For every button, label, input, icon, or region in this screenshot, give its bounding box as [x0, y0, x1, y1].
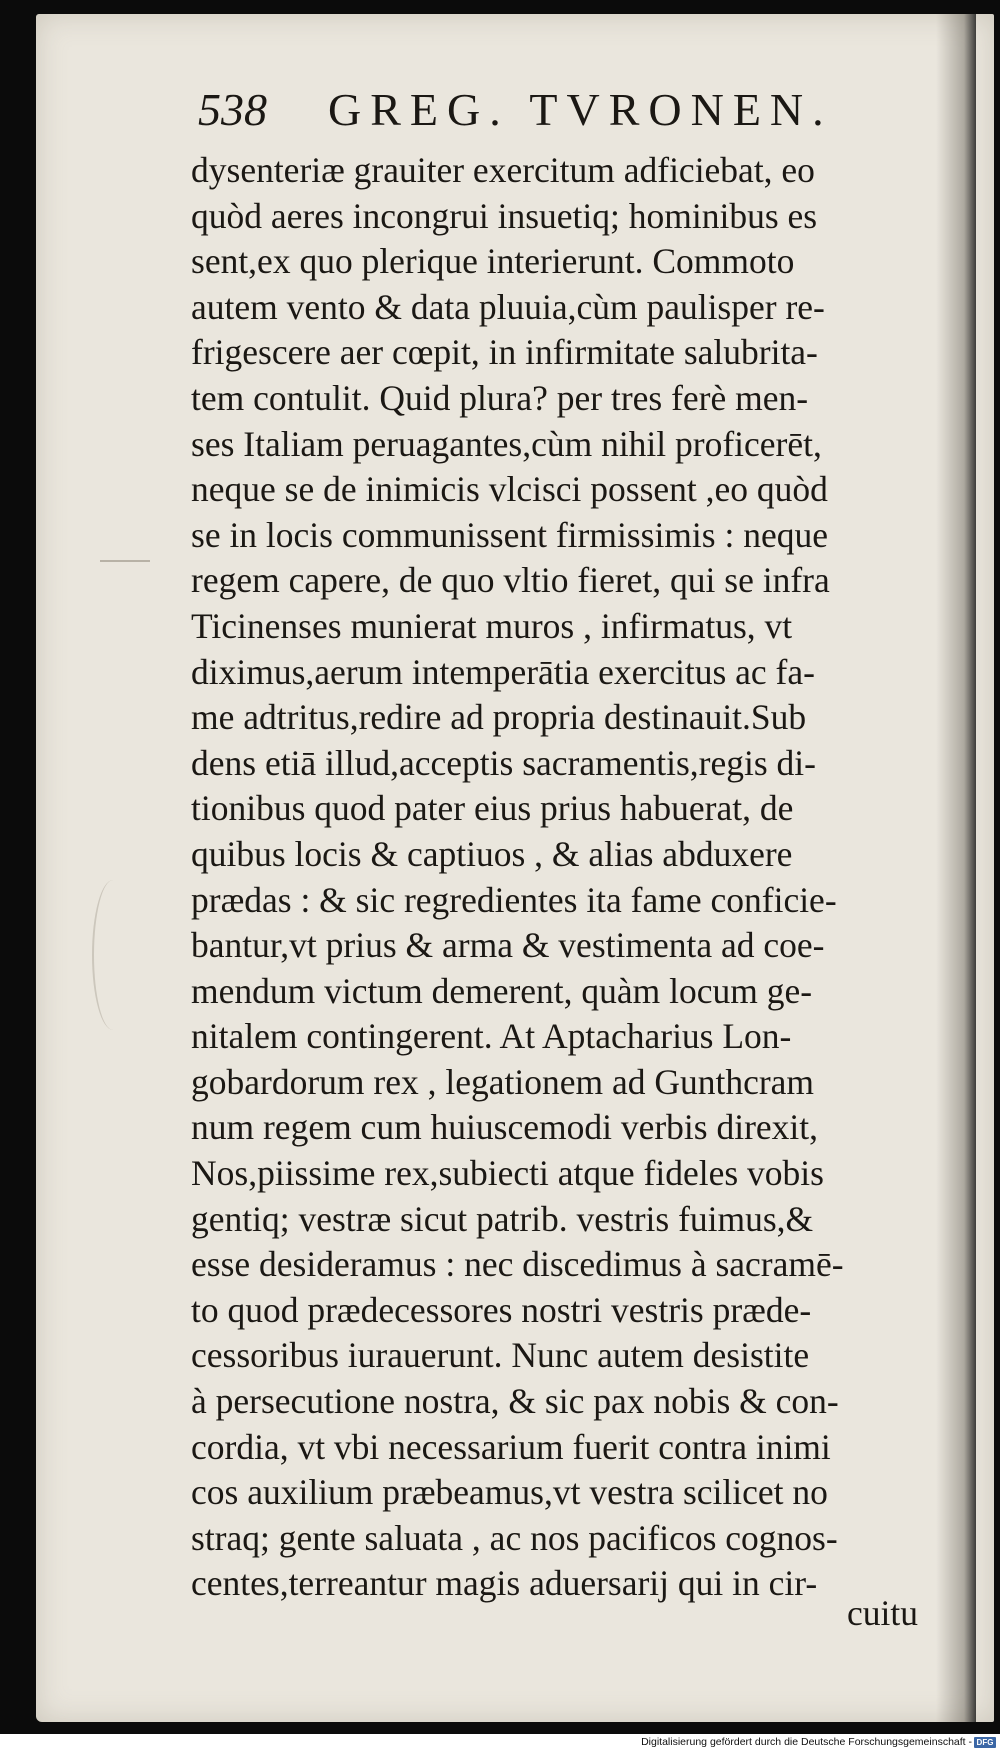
text-line: sent,ex quo plerique interierunt. Commoto: [191, 241, 795, 282]
text-line: straq; gente saluata , ac nos pacificos cognos-: [191, 1517, 838, 1558]
paper-mark: [100, 560, 150, 562]
text-line: quibus locis & captiuos , & alias abduxere: [191, 833, 793, 874]
text-line: cordia, vt vbi necessarium fuerit contra inimi: [191, 1426, 831, 1467]
paper-showthrough: [92, 880, 134, 1030]
page-number: 538: [198, 84, 267, 135]
text-line: gobardorum rex , legationem ad Gunthcram: [191, 1061, 815, 1102]
text-line: neque se de inimicis vlcisci possent ,eo quòd: [191, 469, 828, 510]
text-line: dens etiā illud,acceptis sacramentis,regis di-: [191, 742, 816, 783]
text-line: frigescere aer cœpit, in infirmitate salubrita-: [191, 332, 818, 373]
text-line: autem vento & data pluuia,cùm paulisper re-: [191, 286, 825, 327]
text-line: quòd aeres incongrui insuetiq; hominibus es: [191, 195, 818, 236]
text-line: mendum victum demerent, quàm locum ge-: [191, 970, 813, 1011]
digitization-credit: Digitalisierung gefördert durch die Deutsche Forschungsgemeinschaft -: [641, 1736, 972, 1748]
text-line: Nos,piissime rex,subiecti atque fideles vobis: [191, 1153, 824, 1194]
text-line: gentiq; vestræ sicut patrib. vestris fuimus,&: [191, 1198, 814, 1239]
text-line: me adtritus,redire ad propria destinauit.Sub: [191, 697, 807, 738]
text-line: regem capere, de quo vltio fieret, qui se infra: [191, 560, 830, 601]
text-line: esse desideramus : nec discedimus à sacramē-: [191, 1244, 844, 1285]
text-line: tem contulit. Quid plura? per tres ferè men-: [191, 377, 809, 418]
text-line: diximus,aerum intemperātia exercitus ac fa-: [191, 651, 815, 692]
text-line: to quod prædecessores nostri vestris præde-: [191, 1289, 812, 1330]
text-line: bantur,vt prius & arma & vestimenta ad coe-: [191, 925, 825, 966]
text-line: à persecutione nostra, & sic pax nobis & con-: [191, 1381, 839, 1422]
text-line: se in locis communissent firmissimis : neque: [191, 514, 828, 555]
text-line: nitalem contingerent. At Aptacharius Lon-: [191, 1016, 792, 1057]
text-line: prædas : & sic regredientes ita fame conficie-: [191, 879, 837, 920]
catchword: cuitu: [847, 1593, 918, 1633]
text-line: Ticinenses munierat muros , infirmatus, vt: [191, 605, 793, 646]
text-line: cos auxilium præbeamus,vt vestra scilicet no: [191, 1472, 828, 1513]
running-title: GREG. TVRONEN.: [328, 84, 833, 135]
text-line: num regem cum huiuscemodi verbis direxit,: [191, 1107, 819, 1148]
text-line: tionibus quod pater eius prius habuerat, de: [191, 788, 794, 829]
text-line: ses Italiam peruagantes,cùm nihil proficerēt,: [191, 423, 822, 464]
text-line: cessoribus iurauerunt. Nunc autem desistite: [191, 1335, 810, 1376]
text-line: centes,terreantur magis aduersarij qui in cir-: [191, 1563, 818, 1604]
running-head: [198, 80, 918, 140]
text-line: dysenteriæ grauiter exercitum adficiebat, eo: [191, 150, 815, 190]
dfg-logo: DFG: [974, 1737, 996, 1748]
body-text: [191, 148, 947, 1607]
